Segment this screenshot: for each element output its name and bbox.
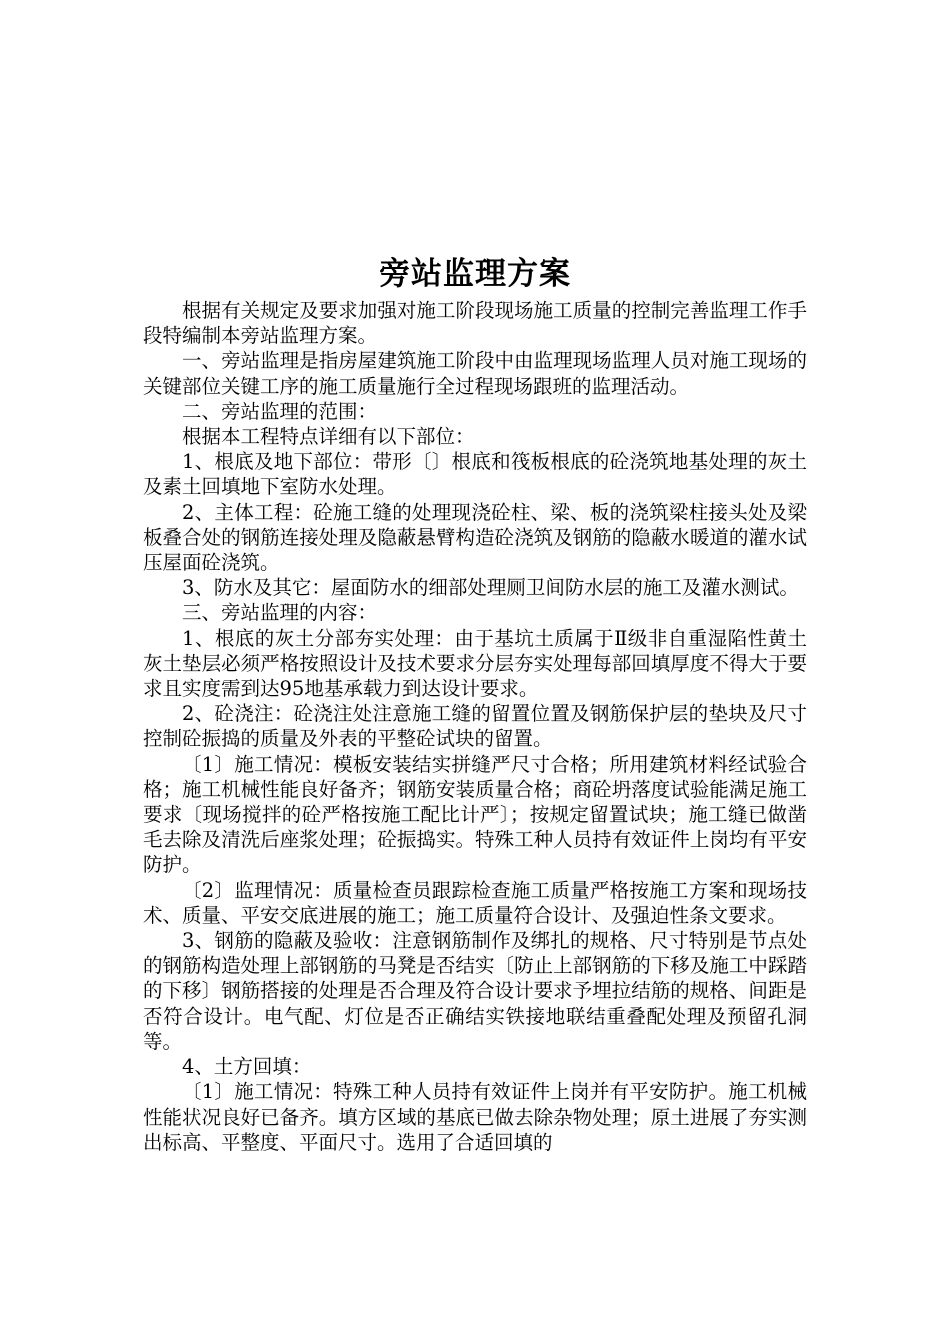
paragraph-scope-heading: 二、旁站监理的范围： <box>182 399 378 423</box>
paragraph-definition: 一、旁站监理是指房屋建筑施工阶段中由监理现场监理人员对施工现场的关键部位关键工序的施工质量施行全过程现场跟班的监理活动。 <box>143 349 807 398</box>
paragraph-content-concrete: 2、砼浇注：砼浇注处注意施工缝的留置位置及钢筋保护层的垫块及尺寸控制砼振捣的质量及外表的平整砼试块的留置。 <box>143 702 807 751</box>
paragraph-scope-intro: 根据本工程特点详细有以下部位： <box>182 425 475 449</box>
paragraph-content-backfill: 4、土方回填： <box>182 1055 312 1079</box>
paragraph-concrete-construction: 〔1〕施工情况：模板安装结实拼缝严尺寸合格；所用建筑材料经试验合格；施工机械性能良好备齐；钢筋安装质量合格；商砼坍落度试验能满足施工要求〔现场搅拌的砼严格按施工配比计严〕；按规定留置试块；施工缝已做凿毛去除及清洗后座浆处理；砼振捣实。特殊工种人员持有效证件上岗均有平安防护。 <box>143 752 807 877</box>
paragraph-concrete-supervision: 〔2〕监理情况：质量检查员跟踪检查施工质量严格按施工方案和现场技术、质量、平安交底进展的施工；施工质量符合设计、及强迫性条文要求。 <box>143 878 807 927</box>
document-page <box>143 252 807 1155</box>
paragraph-backfill-construction: 〔1〕施工情况：特殊工种人员持有效证件上岗并有平安防护。施工机械性能状况良好已备齐。填方区域的基底已做去除杂物处理；原土进展了夯实测出标高、平整度、平面尺寸。选用了合适回填的 <box>143 1080 807 1154</box>
paragraph-content-heading: 三、旁站监理的内容： <box>182 601 378 625</box>
paragraph-intro: 根据有关规定及要求加强对施工阶段现场施工质量的控制完善监理工作手段特编制本旁站监理方案。 <box>143 299 807 348</box>
paragraph-content-rebar: 3、钢筋的隐蔽及验收：注意钢筋制作及绑扎的规格、尺寸特别是节点处的钢筋构造处理上部钢筋的马凳是否结实〔防止上部钢筋的下移及施工中踩踏的下移〕钢筋搭接的处理是否合理及符合设计要求予埋拉结筋的规格、间距是否符合设计。电气配、灯位是否正确结实铁接地联结重叠配处理及预留孔洞等。 <box>143 929 807 1053</box>
paragraph-scope-foundation: 1、根底及地下部位：带形〔〕根底和筏板根底的砼浇筑地基处理的灰土及素土回填地下室防水处理。 <box>143 450 807 499</box>
paragraph-scope-main-structure: 2、主体工程：砼施工缝的处理现浇砼柱、梁、板的浇筑梁柱接头处及梁板叠合处的钢筋连接处理及隐蔽悬臂构造砼浇筑及钢筋的隐蔽水暖道的灌水试压屋面砼浇筑。 <box>143 500 807 575</box>
paragraph-content-lime-soil: 1、根底的灰土分部夯实处理：由于基坑土质属于Ⅱ级非自重湿陷性黄土灰土垫层必须严格按照设计及技术要求分层夯实处理每部回填厚度不得大于要求且实度需到达95地基承载力到达设计要求。 <box>143 626 807 701</box>
document-title: 旁站监理方案 <box>379 256 571 292</box>
paragraph-scope-waterproofing: 3、防水及其它：屋面防水的细部处理厕卫间防水层的施工及灌水测试。 <box>182 576 799 600</box>
